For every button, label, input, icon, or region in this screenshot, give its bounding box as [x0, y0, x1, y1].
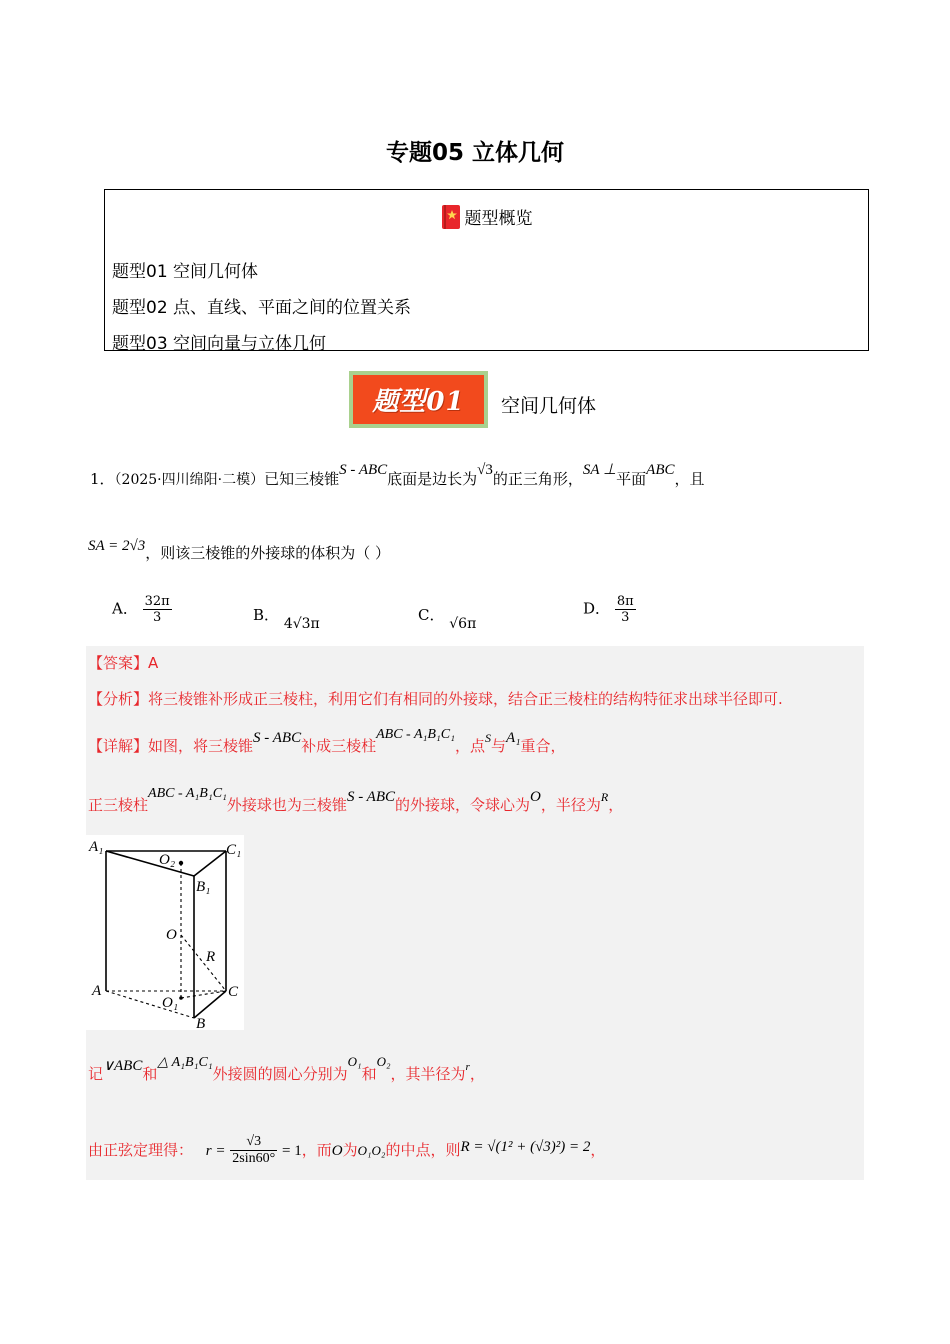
option-b — [253, 604, 320, 632]
math-expr: √3 — [477, 462, 493, 478]
analysis-line — [88, 688, 783, 709]
question-line-2 — [88, 538, 391, 563]
analysis-text: 将三棱锥补形成正三棱柱，利用它们有相同的外接球，结合正三棱柱的结构特征求出球半径即可. — [148, 690, 783, 708]
detail-text: 记 — [88, 1065, 104, 1083]
fraction-denominator: 3 — [621, 610, 630, 625]
overview-heading: 题型概览 — [464, 209, 533, 229]
math-expr: SA = 2√3 — [88, 538, 146, 554]
math-expr: ∨ABC — [103, 1058, 143, 1074]
figure-label: O₂ — [159, 852, 176, 868]
math-expr: R = √(1² + (√3)²) = 2 — [460, 1139, 591, 1155]
math-expr: SA ⊥ — [582, 462, 617, 478]
detail-line-4 — [88, 1134, 605, 1167]
option-label: B． — [253, 606, 280, 624]
detail-text: 和 — [361, 1065, 377, 1083]
option-label: C． — [418, 606, 445, 624]
math-expr: S - ABC — [346, 789, 395, 805]
sine-rule-formula — [206, 1134, 302, 1167]
figure-label: R — [206, 949, 216, 965]
math-expr: R — [600, 790, 609, 804]
answer-value: A — [148, 654, 159, 672]
figure-label: O₁ — [162, 995, 179, 1011]
math-expr: S - ABC — [339, 462, 388, 478]
option-fraction — [143, 594, 172, 625]
detail-text: 正三棱柱 — [88, 796, 149, 814]
question-number: 1． — [90, 470, 115, 488]
figure-label: B₁ — [196, 879, 211, 895]
question-text: 底面是边长为 — [387, 470, 478, 488]
math-expr: ABC — [646, 462, 675, 478]
option-label: D． — [583, 599, 611, 618]
detail-text: 和 — [142, 1065, 158, 1083]
detail-text: 外接圆的圆心分别为 — [212, 1065, 348, 1083]
figure-label: C — [228, 984, 239, 1000]
overview-item: 题型03 空间向量与立体几何 — [112, 334, 327, 354]
section-badge — [349, 371, 488, 428]
figure-label: A₁ — [89, 839, 104, 855]
answer-line — [88, 652, 158, 673]
overview-box — [104, 189, 869, 354]
figure-label: A — [92, 983, 102, 999]
question-text: 平面 — [616, 470, 647, 488]
detail-tag: 【详解】 — [88, 737, 149, 755]
question-text: ，则该三棱锥的外接球的体积为（ ） — [145, 544, 391, 562]
detail-line-3 — [88, 1054, 485, 1084]
math-expr: S - ABC — [253, 730, 302, 746]
detail-line-2 — [88, 786, 624, 815]
math-expr: O₁ — [347, 1054, 362, 1069]
analysis-tag: 【分析】 — [88, 690, 149, 708]
detail-text: 如图，将三棱锥 — [148, 737, 254, 755]
math-expr: ABC - A₁B₁C₁ — [376, 727, 456, 742]
question-line-1 — [90, 462, 705, 489]
formula-fraction — [230, 1134, 277, 1167]
option-fraction — [615, 594, 636, 625]
detail-text: ， — [608, 796, 624, 814]
option-c — [418, 604, 477, 632]
fraction-numerator: 32π — [144, 594, 170, 609]
figure-label: C₁ — [226, 842, 242, 858]
fraction-numerator: 8π — [616, 594, 634, 609]
option-a — [112, 594, 172, 625]
math-expr: ABC - A₁B₁C₁ — [148, 786, 227, 801]
detail-text: ， — [590, 1141, 606, 1159]
math-expr: A₁ — [506, 730, 521, 746]
page-title: 专题05 立体几何 — [385, 140, 564, 166]
figure-label: O — [166, 927, 177, 943]
option-d — [583, 594, 636, 625]
book-icon — [441, 204, 461, 230]
detail-line-1 — [88, 727, 566, 756]
overview-header — [105, 204, 868, 230]
option-value: 4√3π — [283, 616, 320, 632]
detail-text: 外接球也为三棱锥 — [226, 796, 347, 814]
detail-text: 重合， — [520, 737, 566, 755]
section-badge-label: 题型01 — [353, 375, 484, 424]
answer-tag: 【答案】 — [88, 654, 149, 672]
detail-text: ，而 — [301, 1141, 332, 1159]
detail-text: 为 — [342, 1141, 358, 1159]
detail-text: ，点 — [455, 737, 486, 755]
detail-text: 的中点，则 — [385, 1141, 461, 1159]
detail-text: ，半径为 — [540, 796, 601, 814]
question-text: ，且 — [674, 470, 705, 488]
math-expr: O₂ — [376, 1054, 391, 1069]
math-expr: O — [530, 789, 541, 805]
section-title: 空间几何体 — [501, 395, 597, 417]
detail-text: ， — [469, 1065, 485, 1083]
detail-text: 由正弦定理得： — [88, 1141, 194, 1159]
math-expr: r — [465, 1061, 470, 1073]
fraction-denominator: 3 — [153, 610, 162, 625]
question-text: 的正三角形， — [492, 470, 583, 488]
math-expr: O — [331, 1143, 343, 1159]
figure-label: B — [196, 1016, 206, 1030]
option-label: A． — [112, 599, 138, 618]
fraction-denominator: 2sin60° — [232, 1151, 276, 1166]
detail-text: 的外接球，令球心为 — [395, 796, 531, 814]
math-expr: S — [485, 731, 492, 745]
math-expr: r = — [205, 1143, 226, 1159]
fraction-numerator: √3 — [230, 1134, 277, 1151]
detail-text: 与 — [491, 737, 507, 755]
overview-item: 题型01 空间几何体 — [112, 262, 259, 282]
prism-figure — [86, 835, 244, 1030]
question-text: 已知三棱锥 — [264, 470, 340, 488]
detail-text: ，其半径为 — [390, 1065, 466, 1083]
math-expr: = 1 — [282, 1143, 302, 1159]
question-source: （2025·四川绵阳·二模） — [114, 472, 265, 488]
overview-item: 题型02 点、直线、平面之间的位置关系 — [112, 298, 412, 318]
math-expr: O₁O₂ — [357, 1143, 386, 1158]
option-value: √6π — [449, 616, 477, 632]
detail-text: 补成三棱柱 — [301, 737, 377, 755]
math-expr: △ A₁B₁C₁ — [157, 1055, 213, 1070]
